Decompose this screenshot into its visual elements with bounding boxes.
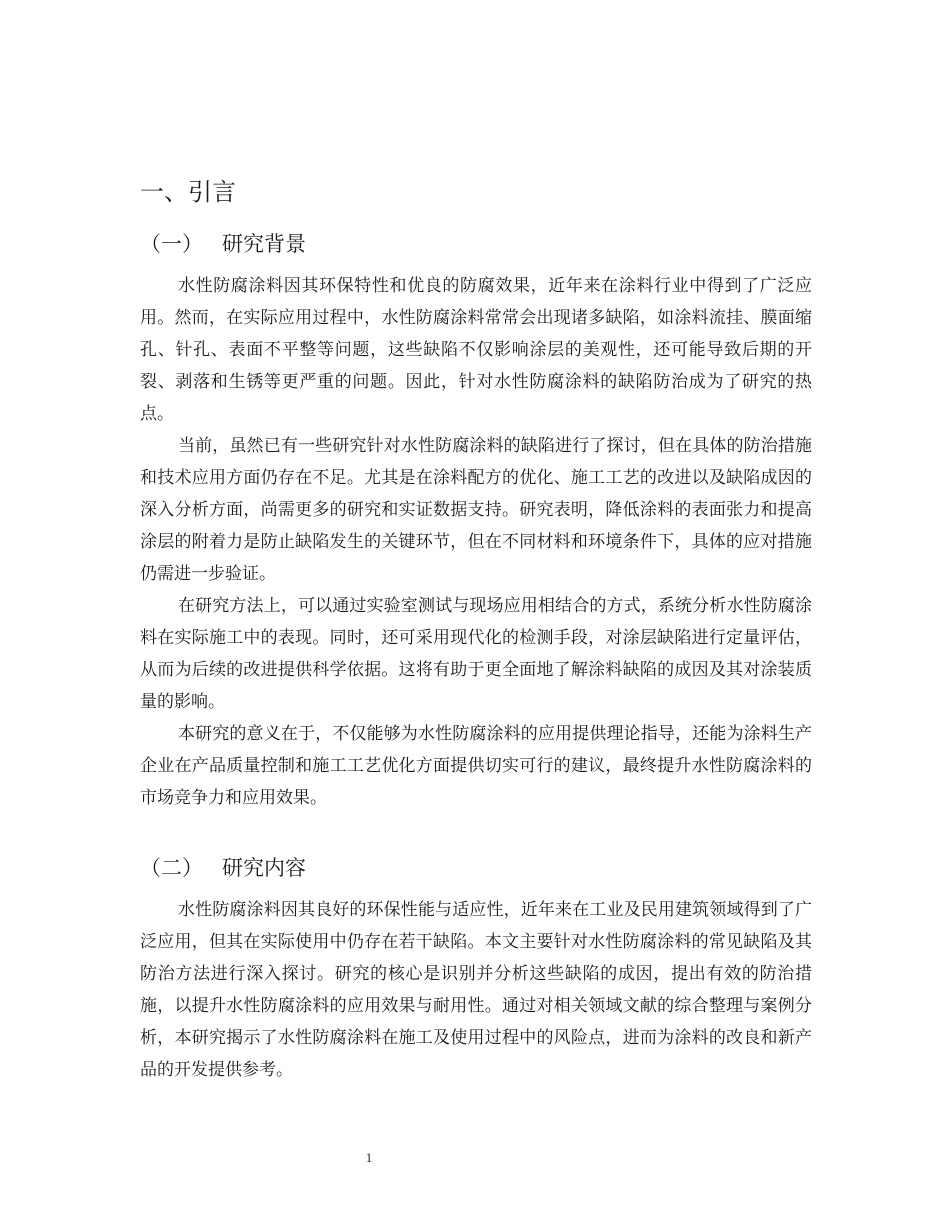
section-title: 研究背景 [222, 232, 306, 256]
section-number: （二） [140, 856, 203, 880]
paragraph: 当前，虽然已有一些研究针对水性防腐涂料的缺陷进行了探讨，但在具体的防治措施和技术应用方面仍存在不足。尤其是在涂料配方的优化、施工工艺的改进以及缺陷成因的深入分析方面，尚需更多的研究和实证数据支持。研究表明，降低涂料的表面张力和提高涂层的附着力是防止缺陷发生的关键环节，但在不同材料和环境条件下，具体的应对措施仍需进一步验证。 [140, 436, 812, 584]
paragraph: 本研究的意义在于，不仅能够为水性防腐涂料的应用提供理论指导，还能为涂料生产企业在产品质量控制和施工工艺优化方面提供切实可行的建议，最终提升水性防腐涂料的市场竞争力和应用效果。 [140, 724, 812, 808]
section-title: 研究内容 [222, 856, 306, 880]
paragraph: 在研究方法上，可以通过实验室测试与现场应用相结合的方式，系统分析水性防腐涂料在实际施工中的表现。同时，还可采用现代化的检测手段，对涂层缺陷进行定量评估，从而为后续的改进提供科学依据。这将有助于更全面地了解涂料缺陷的成因及其对涂装质量的影响。 [140, 596, 812, 712]
document-body [140, 170, 812, 1086]
section-spacer [140, 814, 812, 848]
page-number: 1 [365, 1150, 373, 1165]
section-number: （一） [140, 232, 203, 256]
chapter-heading: 一、引言 [140, 178, 236, 206]
paragraph: 水性防腐涂料因其良好的环保性能与适应性，近年来在工业及民用建筑领域得到了广泛应用，但其在实际使用中仍存在若干缺陷。本文主要针对水性防腐涂料的常见缺陷及其防治方法进行深入探讨。研究的核心是识别并分析这些缺陷的成因，提出有效的防治措施，以提升水性防腐涂料的应用效果与耐用性。通过对相关领域文献的综合整理与案例分析，本研究揭示了水性防腐涂料在施工及使用过程中的风险点，进而为涂料的改良和新产品的开发提供参考。 [140, 900, 812, 1080]
section-heading-background [140, 224, 812, 264]
paragraph: 水性防腐涂料因其环保特性和优良的防腐效果，近年来在涂料行业中得到了广泛应用。然而，在实际应用过程中，水性防腐涂料常常会出现诸多缺陷，如涂料流挂、膜面缩孔、针孔、表面不平整等问题，这些缺陷不仅影响涂层的美观性，还可能导致后期的开裂、剥落和生锈等更严重的问题。因此，针对水性防腐涂料的缺陷防治成为了研究的热点。 [140, 276, 812, 424]
section-heading-content [140, 848, 812, 888]
